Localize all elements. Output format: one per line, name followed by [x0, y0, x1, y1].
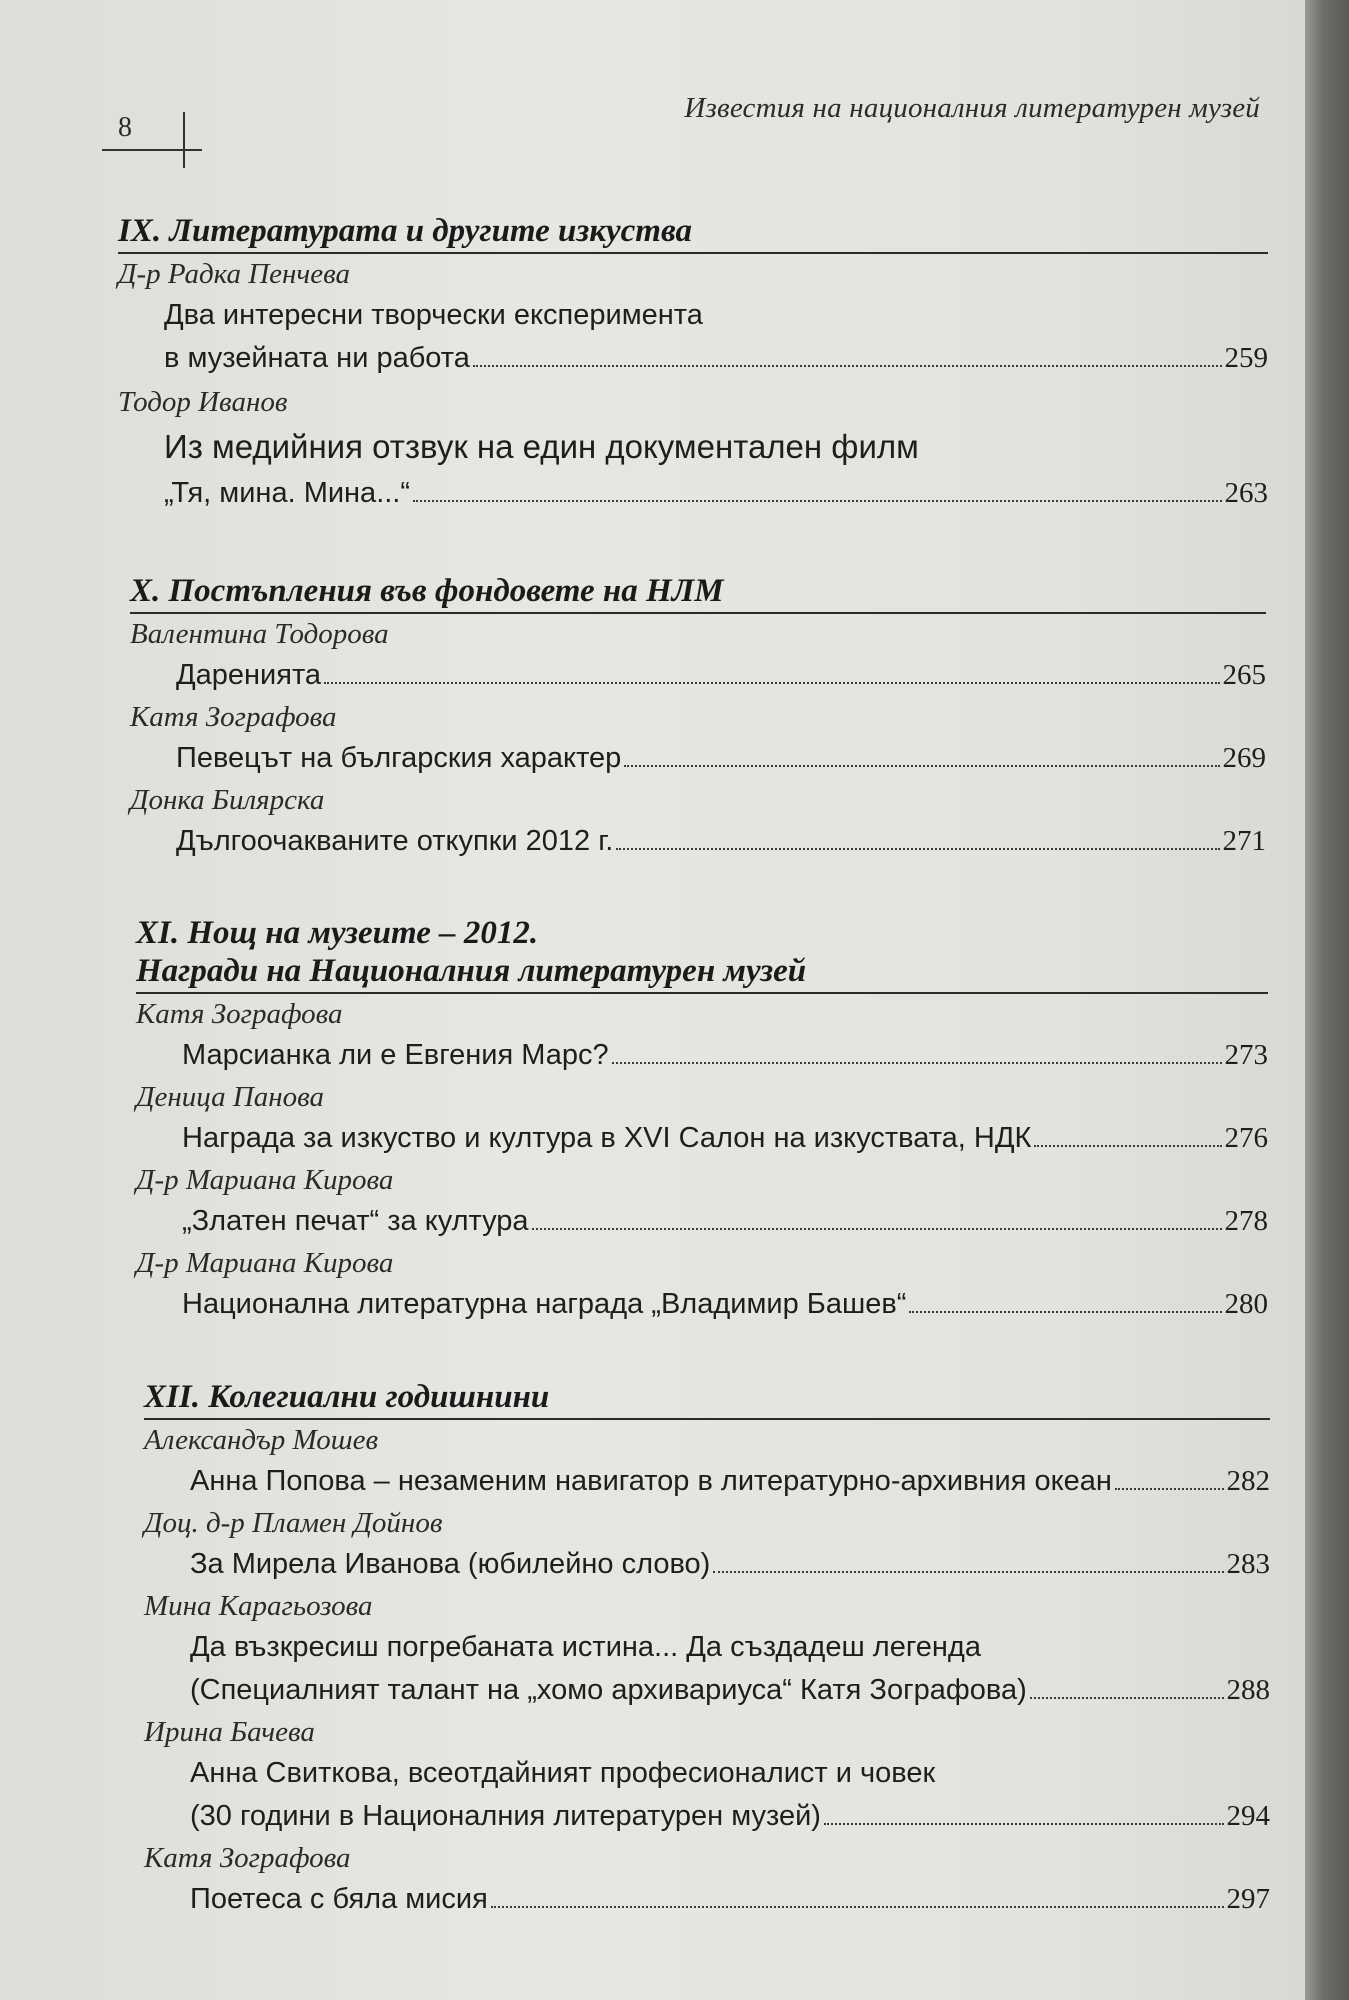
leader-dots [713, 1571, 1223, 1573]
leader-dots [616, 848, 1219, 850]
toc-entry[interactable] [136, 1200, 1268, 1243]
entry-page-number: 282 [1226, 1465, 1270, 1497]
entry-title-cont: Анна Попова – незаменим навигатор в литературно-архивния океан [190, 1465, 1112, 1497]
toc-entry[interactable] [144, 1669, 1270, 1712]
entry-title-cont: Даренията [176, 659, 322, 691]
entry-title-cont: Поетеса с бяла мисия [190, 1883, 488, 1915]
entry-page-number: 294 [1226, 1800, 1270, 1832]
toc-entry[interactable] [144, 1543, 1270, 1586]
toc-section-xii [144, 1378, 1270, 1921]
entry-page-number: 278 [1224, 1205, 1268, 1237]
entry-title: Из медийния отзвук на един документален филм [164, 428, 919, 465]
toc-entry[interactable] [130, 737, 1266, 780]
toc-entry[interactable] [136, 1283, 1268, 1326]
entry-page-number: 269 [1222, 742, 1266, 774]
entry-author: Катя Зографова [136, 998, 343, 1030]
entry-author: Мина Карагьозова [144, 1590, 373, 1622]
entry-title-cont: Певецът на българския характер [176, 742, 622, 774]
entry-page-number: 271 [1222, 825, 1266, 857]
entry-author: Валентина Тодорова [130, 618, 389, 650]
toc-entry[interactable] [130, 654, 1266, 697]
entry-author: Ирина Бачева [144, 1716, 315, 1748]
section-title: XI. Нощ на музеите – 2012. [136, 915, 539, 951]
entry-title-cont: За Мирела Иванова (юбилейно слово) [190, 1548, 711, 1580]
entry-title: Два интересни творчески експеримента [164, 299, 703, 331]
leader-dots [909, 1311, 1221, 1313]
toc-entry[interactable] [144, 1460, 1270, 1503]
entry-title-cont: „Златен печат“ за култура [182, 1205, 529, 1237]
entry-page-number: 265 [1222, 659, 1266, 691]
leader-dots [824, 1823, 1224, 1825]
section-subtitle: Награди на Националния литературен музей [136, 953, 807, 989]
toc-entry[interactable] [144, 1795, 1270, 1838]
entry-title-cont: (30 години в Националния литературен музей) [190, 1800, 821, 1832]
entry-title-cont: Марсианка ли е Евгения Марс? [182, 1039, 609, 1071]
toc-section-x [130, 572, 1266, 863]
leader-dots [1034, 1145, 1221, 1147]
entry-author: Донка Билярска [130, 784, 325, 816]
entry-page-number: 288 [1226, 1674, 1270, 1706]
entry-page-number: 276 [1224, 1122, 1268, 1154]
entry-page-number: 273 [1224, 1039, 1268, 1071]
entry-title-cont: Дългоочакваните откупки 2012 г. [176, 825, 614, 857]
section-title: IX. Литературата и другите изкуства [118, 213, 692, 249]
entry-title: Да възкресиш погребаната истина... Да създадеш легенда [190, 1631, 981, 1663]
leader-dots [1030, 1697, 1224, 1699]
entry-page-number: 297 [1226, 1883, 1270, 1915]
entry-title-cont: (Специалният талант на „хомо архивариуса“ Катя Зографова) [190, 1674, 1027, 1706]
leader-dots [612, 1062, 1222, 1064]
entry-title-cont: Награда за изкуство и култура в XVI Салон на изкуствата, НДК [182, 1122, 1032, 1154]
entry-page-number: 280 [1224, 1288, 1268, 1320]
toc-entry[interactable] [144, 1878, 1270, 1921]
page-number: 8 [118, 112, 132, 143]
entry-author: Тодор Иванов [118, 386, 288, 418]
entry-page-number: 263 [1224, 477, 1268, 509]
section-title: XII. Колегиални годишнини [144, 1379, 550, 1415]
entry-title-cont: Национална литературна награда „Владимир Башев“ [182, 1288, 907, 1320]
entry-author: Д-р Радка Пенчева [118, 258, 351, 290]
entry-title: Анна Свиткова, всеотдайният професионалист и човек [190, 1757, 936, 1789]
leader-dots [624, 765, 1219, 767]
leader-dots [473, 365, 1222, 367]
entry-author: Д-р Мариана Кирова [136, 1247, 394, 1279]
section-title: X. Постъпления във фондовете на НЛМ [130, 573, 724, 609]
leader-dots [413, 500, 1221, 502]
entry-title-cont: в музейната ни работа [164, 342, 470, 374]
page-edge [1305, 0, 1349, 2000]
leader-dots [532, 1228, 1222, 1230]
entry-author: Александър Мошев [144, 1424, 379, 1456]
toc-section-xi [136, 914, 1268, 1326]
toc-section-ix [118, 212, 1268, 515]
toc-entry[interactable] [136, 1034, 1268, 1077]
entry-title-cont: „Тя, мина. Мина...“ [164, 477, 411, 509]
entry-page-number: 283 [1226, 1548, 1270, 1580]
toc-entry[interactable] [118, 337, 1268, 380]
running-header-title: Известия на националния литературен музей [684, 92, 1260, 124]
leader-dots [491, 1906, 1224, 1908]
leader-dots [324, 682, 1219, 684]
entry-author: Доц. д-р Пламен Дойнов [144, 1507, 443, 1539]
leader-dots [1115, 1488, 1224, 1490]
toc-entry[interactable] [136, 1117, 1268, 1160]
toc-entry[interactable] [118, 472, 1268, 515]
entry-author: Катя Зографова [130, 701, 337, 733]
toc-entry[interactable] [130, 820, 1266, 863]
entry-page-number: 259 [1224, 342, 1268, 374]
entry-author: Катя Зографова [144, 1842, 351, 1874]
entry-author: Деница Панова [136, 1081, 325, 1113]
entry-author: Д-р Мариана Кирова [136, 1164, 394, 1196]
